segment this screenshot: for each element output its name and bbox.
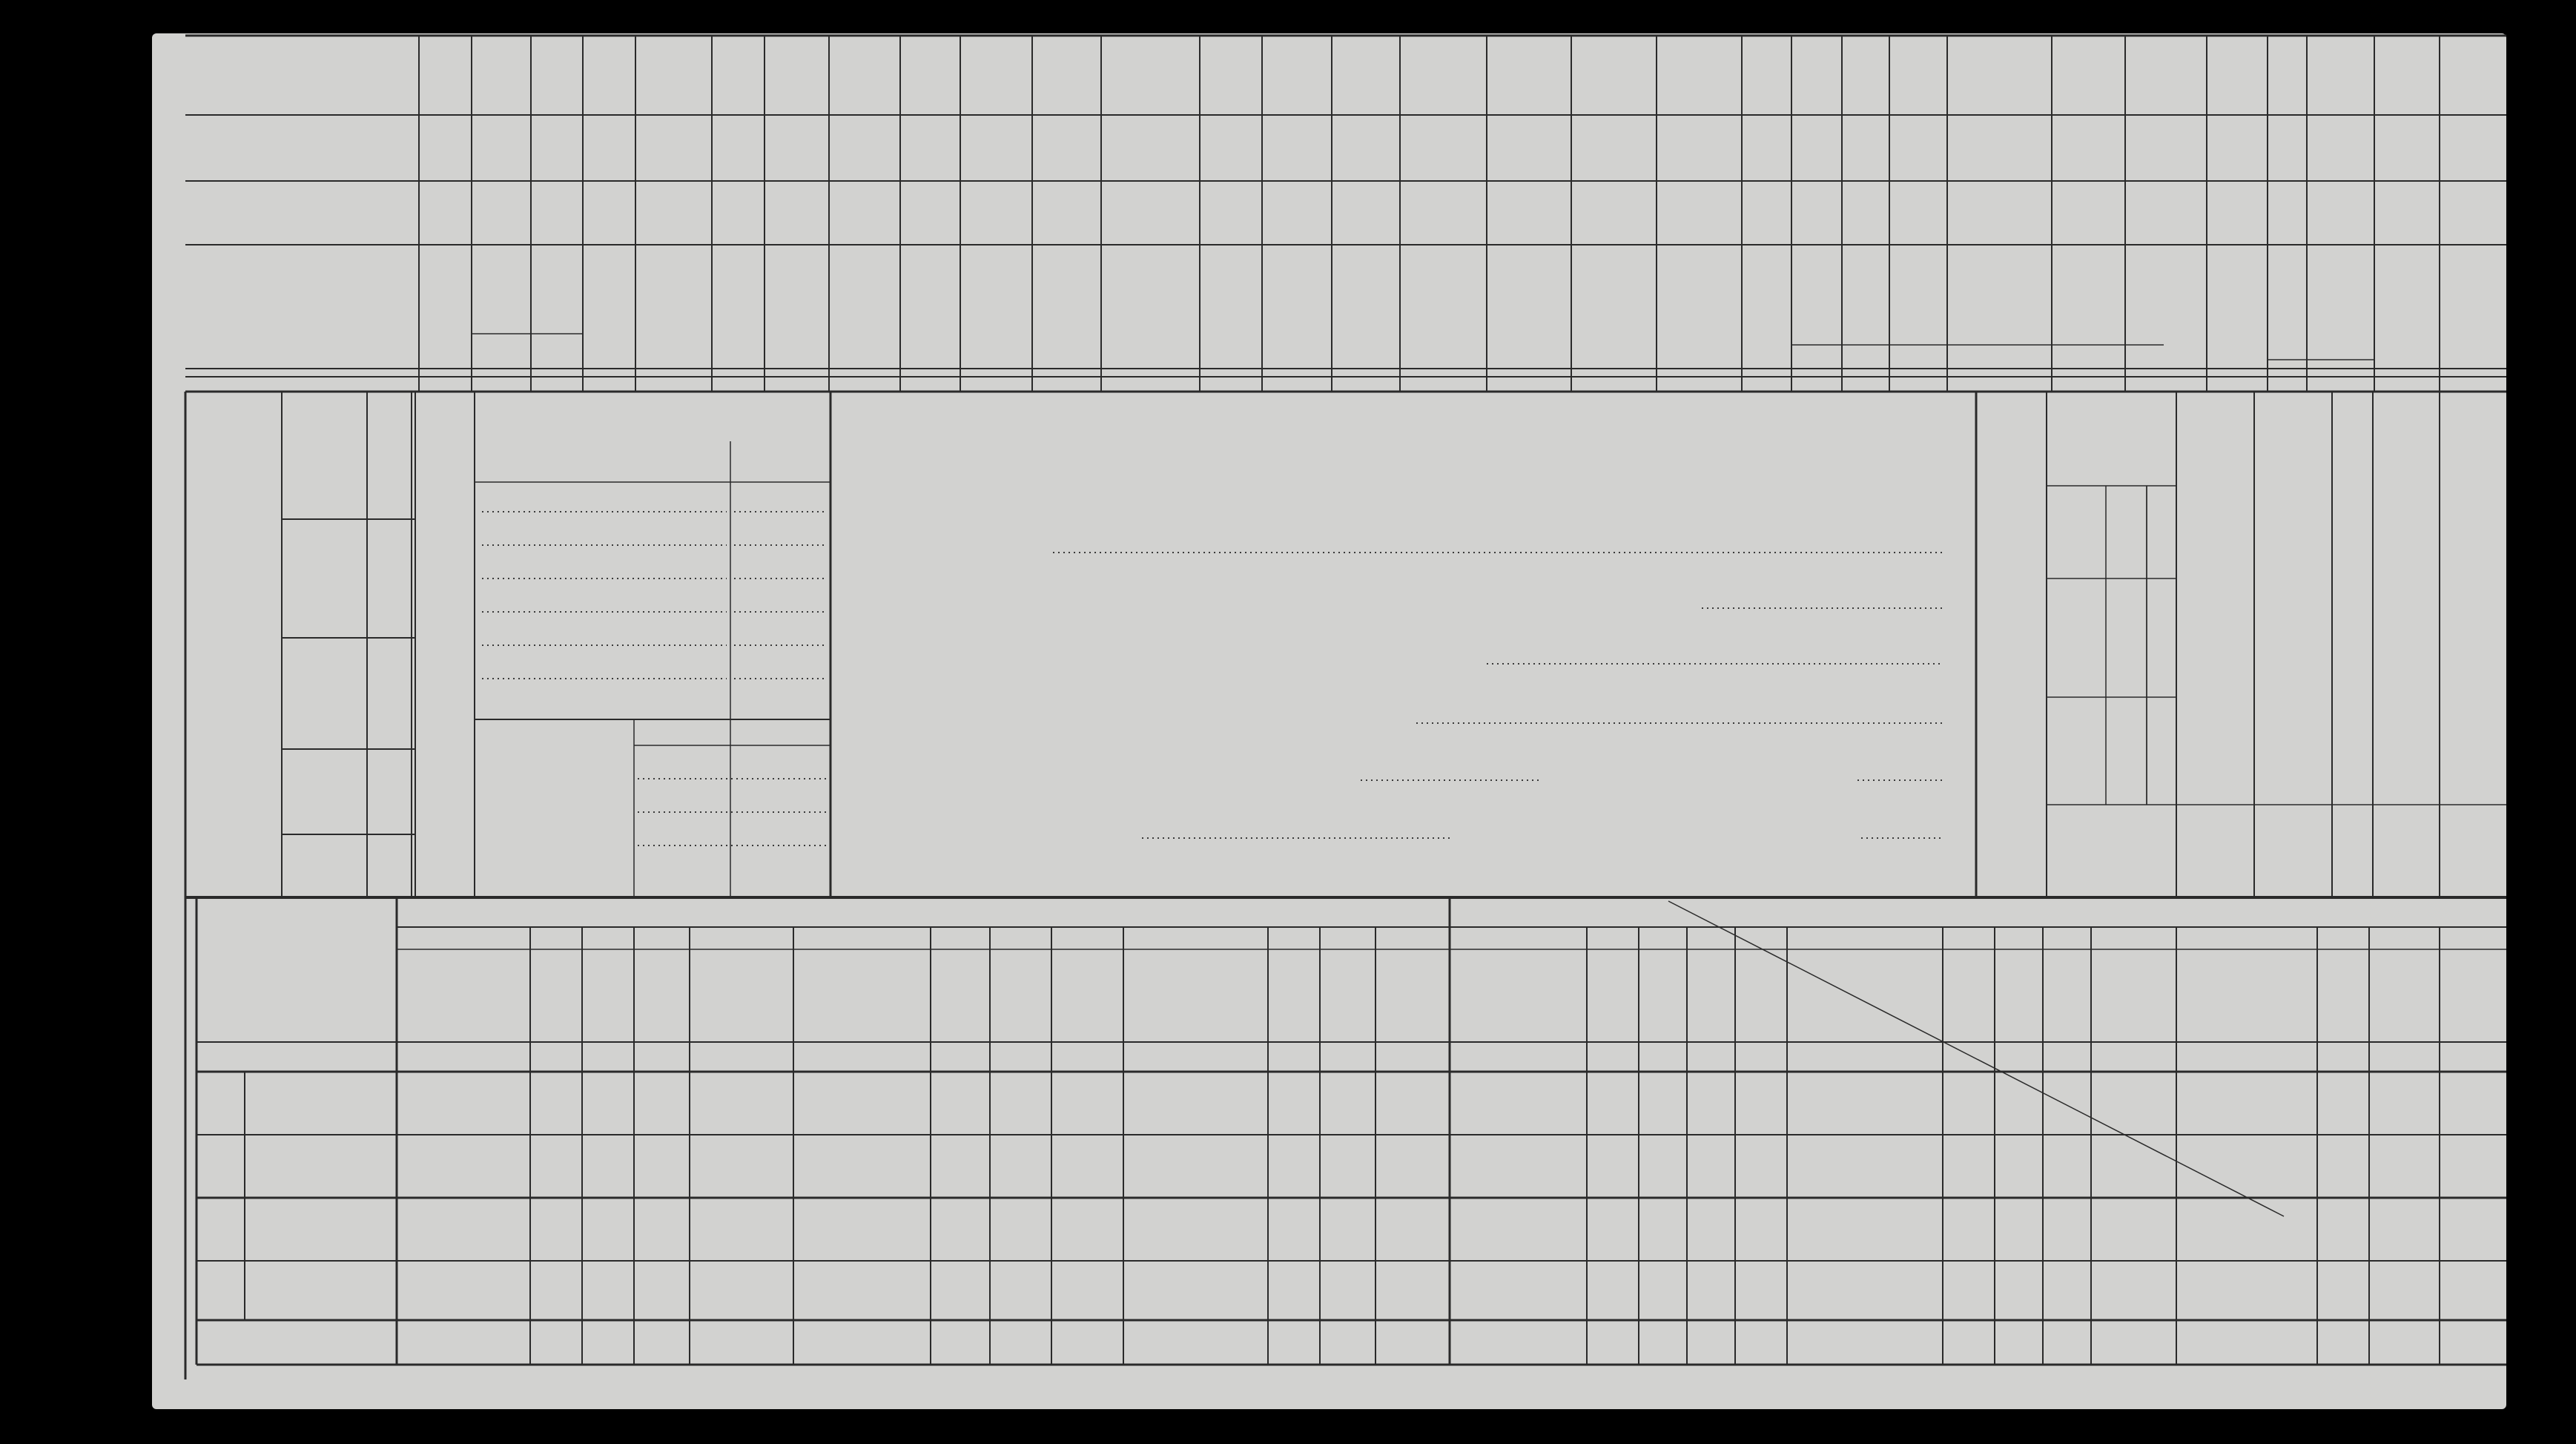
census-card (152, 33, 2506, 1409)
form-grid-lines (152, 33, 2506, 1409)
pencil-stroke (1668, 901, 2284, 1216)
